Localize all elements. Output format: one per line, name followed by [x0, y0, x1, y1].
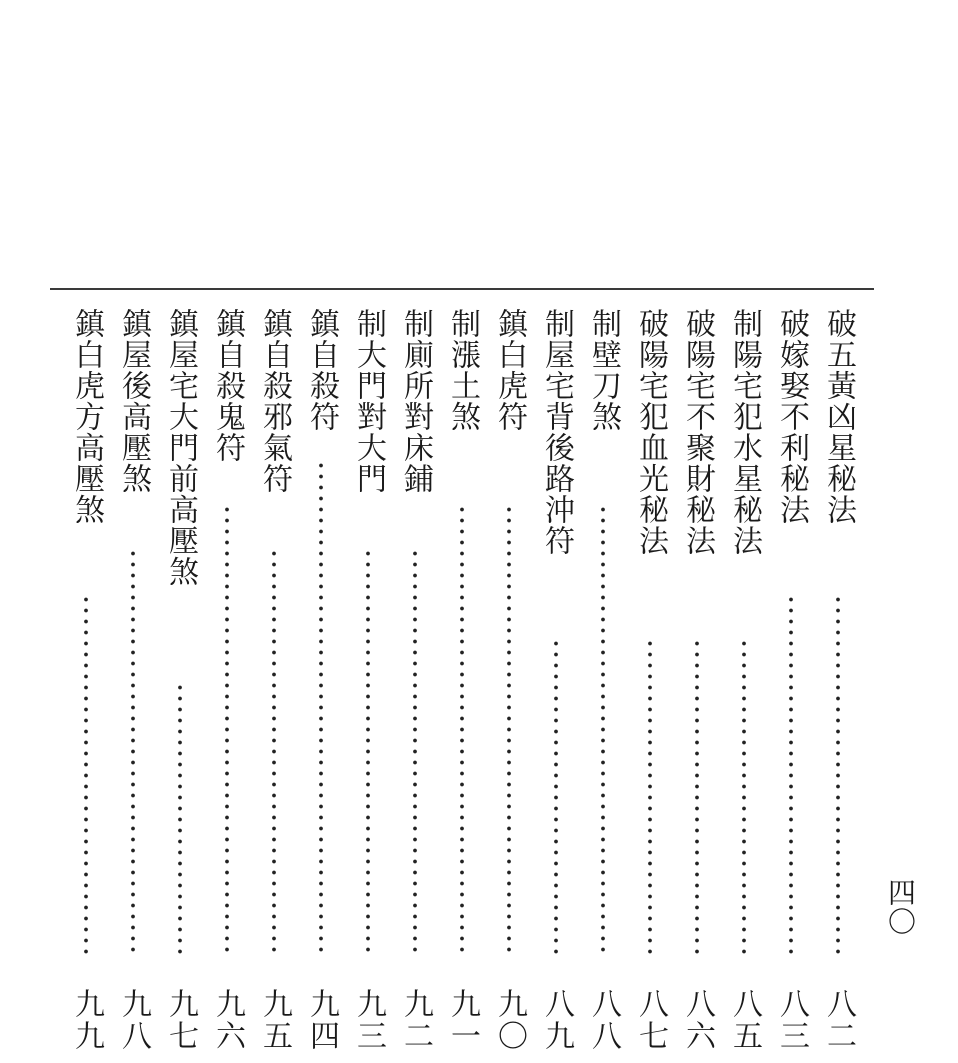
toc-leader-dots: [741, 638, 747, 958]
toc-entry: [675, 308, 719, 1052]
toc-leader-dots: [83, 594, 89, 958]
toc-entry-title: 制屋宅背後路沖符: [539, 308, 574, 556]
toc-entry: [816, 308, 860, 1052]
toc-entry-page: 九四: [304, 988, 339, 1052]
toc-entry-page: 九五: [257, 988, 292, 1052]
toc-entry-page: 八八: [586, 988, 621, 1052]
toc-entry-title: 鎮屋宅大門前高壓煞: [163, 308, 198, 587]
toc-entry-title: 破五黃凶星秘法: [821, 308, 856, 525]
toc-entry: [769, 308, 813, 1052]
toc-entry-title: 制廁所對床鋪: [398, 308, 433, 494]
toc-entry: [299, 308, 343, 1052]
toc-entry-title: 制陽宅犯水星秘法: [727, 308, 762, 556]
toc-entry-page: 九七: [163, 988, 198, 1052]
toc-entry-page: 八九: [539, 988, 574, 1052]
toc-entry-title: 制漲土煞: [445, 308, 480, 432]
toc-entry: [722, 308, 766, 1052]
toc-leader-dots: [694, 638, 700, 958]
toc-entry: [205, 308, 249, 1052]
toc-entry-title: 制大門對大門: [351, 308, 386, 494]
toc-entry-page: 九一: [445, 988, 480, 1052]
toc-entry: [158, 308, 202, 1052]
toc-entry-title: 鎮自殺邪氣符: [257, 308, 292, 494]
toc-entry-page: 九八: [116, 988, 151, 1052]
toc-entry-page: 九二: [398, 988, 433, 1052]
toc-entry-title: 破陽宅犯血光秘法: [633, 308, 668, 556]
toc-leader-dots: [318, 460, 324, 958]
toc-entry-title: 鎮白虎符: [492, 308, 527, 432]
toc-entry-page: 九九: [69, 988, 104, 1052]
toc-leader-dots: [224, 504, 230, 958]
toc-entry: [346, 308, 390, 1052]
toc-entry-page: 八三: [774, 988, 809, 1052]
toc-entry: [111, 308, 155, 1052]
toc-leader-dots: [835, 594, 841, 958]
toc-entry-page: 八六: [680, 988, 715, 1052]
toc-leader-dots: [365, 548, 371, 958]
toc-leader-dots: [647, 638, 653, 958]
toc-leader-dots: [177, 682, 183, 958]
toc-leader-dots: [600, 504, 606, 958]
toc-leader-dots: [271, 548, 277, 958]
toc-entry: [440, 308, 484, 1052]
toc-entry-title: 制壁刀煞: [586, 308, 621, 432]
toc-entry: [628, 308, 672, 1052]
toc-entry-page: 八七: [633, 988, 668, 1052]
toc-entry-page: 八五: [727, 988, 762, 1052]
toc-leader-dots: [459, 504, 465, 958]
toc-entry-title: 鎮自殺符: [304, 308, 339, 432]
toc-leader-dots: [130, 548, 136, 958]
toc-entry: [534, 308, 578, 1052]
toc-entry: [581, 308, 625, 1052]
toc-entry-title: 破嫁娶不利秘法: [774, 308, 809, 525]
toc-entry-title: 鎮白虎方高壓煞: [69, 308, 104, 525]
toc-entry-title: 破陽宅不聚財秘法: [680, 308, 715, 556]
toc-leader-dots: [506, 504, 512, 958]
toc-entry: [64, 308, 108, 1052]
toc-entry-page: 九〇: [492, 988, 527, 1052]
toc-entry-title: 鎮屋後高壓煞: [116, 308, 151, 494]
toc-entry: [487, 308, 531, 1052]
toc-entry-page: 八二: [821, 988, 856, 1052]
toc-entry-page: 九六: [210, 988, 245, 1052]
toc-leader-dots: [412, 548, 418, 958]
toc-entry-page: 九三: [351, 988, 386, 1052]
toc-entry: [393, 308, 437, 1052]
page-number: 四〇: [884, 878, 917, 936]
toc-leader-dots: [553, 638, 559, 958]
toc-entry-title: 鎮自殺鬼符: [210, 308, 245, 463]
toc-entry: [252, 308, 296, 1052]
toc-leader-dots: [788, 594, 794, 958]
